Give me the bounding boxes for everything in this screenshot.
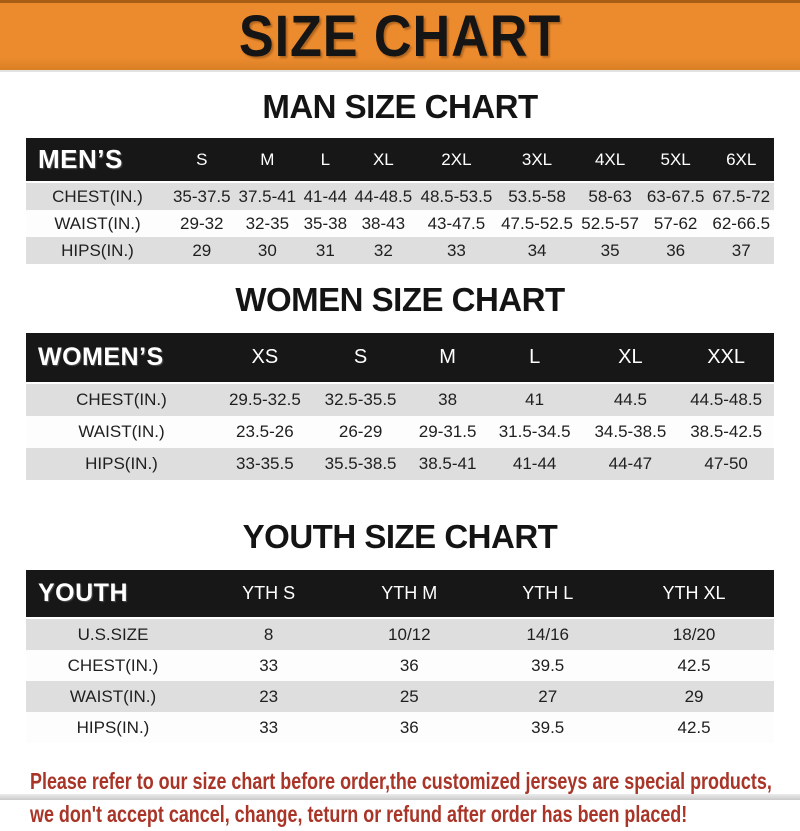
row-label: WAIST(IN.) (54, 213, 141, 233)
size-value-cell: 33 (259, 655, 279, 675)
table-row (26, 416, 774, 448)
row-label: WAIST(IN.) (69, 686, 157, 706)
size-value-cell: 48.5-53.5 (420, 186, 493, 206)
size-value-cell: 29 (192, 240, 212, 260)
size-value-cell: 32-35 (245, 213, 290, 233)
table-row (26, 383, 774, 416)
banner (0, 0, 800, 72)
size-value-cell: 26-29 (338, 422, 383, 441)
table-row (26, 650, 774, 681)
size-value-cell: 36 (666, 240, 686, 260)
size-column-header: 5XL (643, 138, 709, 182)
page-title: SIZE CHART (238, 3, 562, 69)
size-value-cell: 25 (399, 686, 419, 706)
size-column-header: S (313, 333, 409, 383)
size-value-cell: 44-48.5 (354, 186, 413, 206)
table-row (26, 618, 774, 650)
size-column-header: YTH M (337, 570, 481, 618)
row-label: CHEST(IN.) (52, 186, 143, 206)
size-value-cell: 52.5-57 (581, 213, 639, 233)
row-label: HIPS(IN.) (61, 240, 134, 260)
size-value-cell: 53.5-58 (508, 186, 566, 206)
size-column-header: M (408, 333, 486, 383)
footer-line: Please refer to our size chart before order,the customized jerseys are special products, (30, 768, 772, 794)
size-table (26, 138, 774, 264)
size-value-cell: 38-43 (361, 213, 406, 233)
table-row (26, 237, 774, 264)
size-value-cell: 14/16 (526, 624, 569, 644)
size-value-cell: 30 (257, 240, 277, 260)
size-column-header: XL (351, 138, 417, 182)
size-column-header: L (300, 138, 350, 182)
table-row (26, 182, 774, 210)
table-corner-label: MEN’S (26, 138, 169, 182)
youth-size-table-container (0, 570, 800, 743)
row-label: WAIST(IN.) (78, 422, 165, 441)
size-value-cell: 27 (538, 686, 558, 706)
size-column-header: YTH S (200, 570, 337, 618)
size-value-cell: 42.5 (677, 717, 711, 737)
size-column-header: YTH L (481, 570, 614, 618)
row-label: CHEST(IN.) (76, 390, 167, 409)
size-value-cell: 37 (731, 240, 751, 260)
size-value-cell: 35-37.5 (172, 186, 231, 206)
size-value-cell: 23 (259, 686, 279, 706)
size-value-cell: 10/12 (388, 624, 431, 644)
section-heading-men: MAN SIZE CHART (262, 88, 538, 125)
size-value-cell: 47-50 (704, 454, 748, 473)
size-value-cell: 31 (315, 240, 335, 260)
size-column-header: 4XL (577, 138, 643, 182)
size-value-cell: 29-32 (180, 213, 224, 233)
table-row (26, 712, 774, 743)
size-column-header: M (235, 138, 301, 182)
size-column-header: YTH XL (614, 570, 774, 618)
size-table (26, 333, 774, 480)
table-row (26, 210, 774, 237)
table-row (26, 681, 774, 712)
size-value-cell: 36 (399, 717, 419, 737)
size-column-header: 6XL (708, 138, 774, 182)
size-column-header: XS (217, 333, 313, 383)
size-column-header: L (487, 333, 583, 383)
section-youth (0, 518, 800, 743)
size-value-cell: 41-44 (512, 454, 557, 473)
size-value-cell: 29.5-32.5 (228, 390, 301, 409)
row-label: HIPS(IN.) (76, 717, 150, 737)
size-value-cell: 36 (399, 655, 419, 675)
size-value-cell: 37.5-41 (238, 186, 297, 206)
row-label: CHEST(IN.) (67, 655, 159, 675)
size-value-cell: 29 (684, 686, 704, 706)
size-value-cell: 23.5-26 (236, 422, 294, 441)
women-size-table-container (0, 333, 800, 480)
size-value-cell: 18/20 (672, 624, 716, 644)
size-value-cell: 33 (259, 717, 279, 737)
size-value-cell: 67.5-72 (712, 186, 771, 206)
size-column-header: S (169, 138, 235, 182)
size-value-cell: 47.5-52.5 (501, 213, 573, 233)
size-value-cell: 8 (263, 624, 274, 644)
size-table (26, 570, 774, 743)
size-value-cell: 41 (525, 390, 545, 409)
size-column-header: 2XL (416, 138, 497, 182)
table-corner-label: YOUTH (26, 570, 200, 618)
size-value-cell: 42.5 (677, 655, 711, 675)
size-value-cell: 62-66.5 (712, 213, 771, 233)
size-value-cell: 58-63 (588, 186, 632, 206)
size-value-cell: 39.5 (531, 717, 565, 737)
size-value-cell: 39.5 (531, 655, 565, 675)
size-column-header: XL (583, 333, 679, 383)
section-women (0, 281, 800, 480)
size-column-header: 3XL (497, 138, 578, 182)
men-size-table-container (0, 138, 800, 264)
size-value-cell: 34.5-38.5 (594, 422, 667, 441)
size-value-cell: 44.5-48.5 (690, 390, 763, 409)
size-value-cell: 44-47 (608, 454, 653, 473)
footer-line: we don't accept cancel, change, teturn or refund after order has been placed! (30, 801, 688, 827)
section-heading-youth: YOUTH SIZE CHART (242, 518, 558, 555)
size-value-cell: 31.5-34.5 (498, 422, 571, 441)
table-header-row (26, 570, 774, 618)
size-value-cell: 43-47.5 (427, 213, 486, 233)
size-value-cell: 35.5-38.5 (324, 454, 397, 473)
size-value-cell: 29-31.5 (418, 422, 477, 441)
size-value-cell: 35-38 (303, 213, 348, 233)
size-column-header: XXL (678, 333, 774, 383)
size-value-cell: 34 (527, 240, 547, 260)
table-header-row (26, 333, 774, 383)
size-value-cell: 33 (446, 240, 466, 260)
table-row (26, 448, 774, 480)
size-value-cell: 38 (438, 390, 458, 409)
section-men (0, 88, 800, 264)
size-value-cell: 35 (600, 240, 620, 260)
size-value-cell: 32.5-35.5 (324, 390, 397, 409)
size-value-cell: 57-62 (653, 213, 698, 233)
bottom-edge-strip (0, 794, 800, 800)
table-header-row (26, 138, 774, 182)
size-value-cell: 32 (373, 240, 393, 260)
size-value-cell: 63-67.5 (646, 186, 705, 206)
size-value-cell: 33-35.5 (236, 454, 294, 473)
size-value-cell: 38.5-42.5 (690, 422, 763, 441)
size-value-cell: 41-44 (303, 186, 348, 206)
size-value-cell: 44.5 (613, 390, 647, 409)
row-label: HIPS(IN.) (85, 454, 158, 473)
table-corner-label: WOMEN’S (26, 333, 217, 383)
section-heading-women: WOMEN SIZE CHART (235, 281, 565, 318)
row-label: U.S.SIZE (77, 624, 149, 644)
size-value-cell: 38.5-41 (418, 454, 477, 473)
